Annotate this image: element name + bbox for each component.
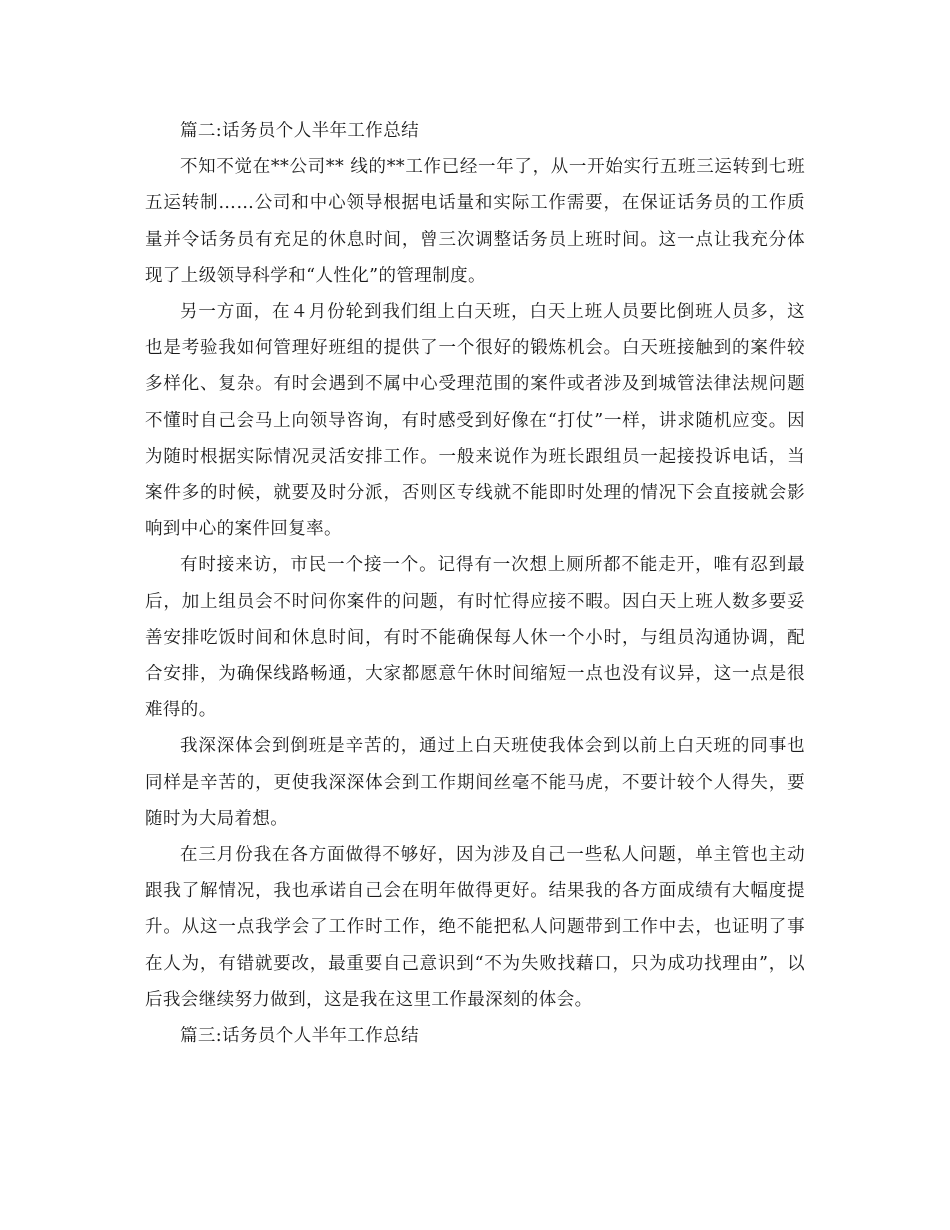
body-paragraph: 另一方面，在４月份轮到我们组上白天班，白天上班人员要比倒班人员多，这也是考验我如何管理好班组的提供了一个很好的锻炼机会。白天班接触到的案件较多样化、复杂。有时会遇到不属中心受理范围的案件或者涉及到城管法律法规问题不懂时自己会马上向领导咨询，有时感受到好像在“打仗”一样，讲求随机应变。因为随时根据实际情况灵活安排工作。一般来说作为班长跟组员一起接投诉电话，当案件多的时候，就要及时分派，否则区专线就不能即时处理的情况下会直接就会影响到中心的案件回复率。 bbox=[145, 302, 805, 540]
section-heading: 篇二:话务员个人半年工作总结 bbox=[180, 121, 419, 141]
section-heading: 篇三:话务员个人半年工作总结 bbox=[180, 1026, 419, 1047]
body-paragraph: 我深深体会到倒班是辛苦的，通过上白天班使我体会到以前上白天班的同事也同样是辛苦的，更使我深深体会到工作期间丝毫不能马虎，不要计较个人得失，要随时为大局着想。 bbox=[145, 736, 805, 829]
body-paragraph: 有时接来访，市民一个接一个。记得有一次想上厕所都不能走开，唯有忍到最后，加上组员会不时问你案件的问题，有时忙得应接不暇。因白天上班人数多要妥善安排吃饭时间和休息时间，有时不能确保每人休一个小时，与组员沟通协调，配合安排，为确保线路畅通，大家都愿意午休时间缩短一点也没有议异，这一点是很难得的。 bbox=[145, 555, 805, 721]
document-body bbox=[145, 113, 805, 1054]
body-paragraph: 在三月份我在各方面做得不够好，因为涉及自己一些私人问题，单主管也主动跟我了解情况，我也承诺自己会在明年做得更好。结果我的各方面成绩有大幅度提升。从这一点我学会了工作时工作，绝不能把私人问题带到工作中去，也证明了事在人为，有错就要改，最重要自己意识到“不为失败找藉口，只为成功找理由”，以后我会继续努力做到，这是我在这里工作最深刻的体会。 bbox=[145, 845, 805, 1010]
body-paragraph: 不知不觉在**公司** 线的**工作已经一年了，从一开始实行五班三运转到七班五运转制……公司和中心领导根据电话量和实际工作需要，在保证话务员的工作质量并令话务员有充足的休息时间，曾三次调整话务员上班时间。这一点让我充分体现了上级领导科学和“人性化”的管理制度。 bbox=[145, 157, 805, 286]
